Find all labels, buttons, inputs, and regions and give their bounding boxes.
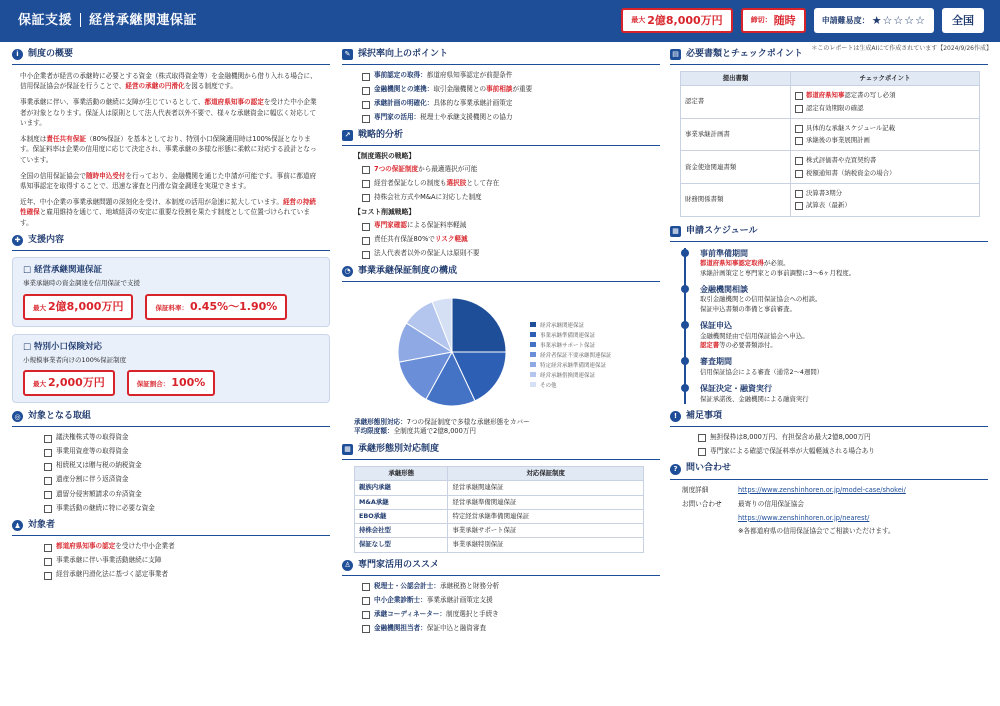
title-sub: 経営承継関連保証 — [89, 12, 198, 28]
point-label: 事前認定の取得： — [374, 71, 427, 80]
ai-note: ＊このレポートは生成AIにて作成されています【2024/9/26作成】 — [811, 45, 992, 52]
users-icon: ♟ — [12, 520, 23, 531]
chart-note — [354, 427, 660, 437]
tag-label: 最大 — [33, 380, 46, 389]
note-text: 7つの保証制度で多様な承継形態をカバー — [406, 417, 530, 426]
max-amount-tag — [23, 370, 115, 396]
note-label: 平均限度額： — [354, 427, 394, 436]
contact-note: ※各都道府県の信用保証協会でご相談いただけます。 — [738, 527, 895, 536]
support-heading — [12, 234, 330, 251]
overview-paragraph — [20, 134, 322, 165]
column-left — [12, 48, 330, 586]
step-desc: 保証承諾後、金融機関による融資実行 — [700, 394, 809, 403]
overview-paragraph — [20, 97, 322, 128]
expert-label: 金融機関担当者： — [374, 623, 427, 632]
list-item: 遺留分侵害額請求の弁済資金 — [44, 490, 330, 500]
legend-swatch — [530, 322, 536, 327]
text: 本制度は — [20, 135, 47, 144]
timeline-step — [700, 320, 988, 350]
eligible-list — [44, 542, 330, 580]
format-heading — [342, 443, 660, 460]
legend-swatch — [530, 372, 536, 377]
text: 取引金融機関との — [433, 85, 487, 94]
support-box-title: □ 経営承継関連保証 — [23, 264, 102, 275]
target-icon: ◎ — [12, 411, 23, 422]
text: から最適選択が可能 — [418, 164, 478, 173]
point-label: 金融機関との連携： — [374, 85, 434, 94]
table-cell: 親族内承継 — [355, 481, 448, 495]
max-amount-value: 2億8,000万円 — [647, 13, 723, 27]
experts-title: 専門家活用のススメ — [358, 559, 440, 570]
note-label: 承継形態別対応： — [354, 417, 407, 426]
timeline-step — [700, 356, 988, 377]
strategy-subheading: 【コスト削減戦略】 — [354, 208, 416, 217]
tag-label: 保証料率： — [155, 303, 188, 312]
nearest-link[interactable]: https://www.zenshinhoren.or.jp/nearest/ — [738, 513, 870, 522]
legend-swatch — [530, 332, 536, 337]
deadline-value: 随時 — [773, 13, 796, 27]
point-label: 承継計画の明確化： — [374, 99, 434, 108]
question-icon: ? — [670, 464, 681, 475]
contact-line — [682, 500, 988, 510]
contact-line — [738, 514, 988, 524]
step-title: 保証申込 — [700, 320, 732, 330]
step-title: 保証決定・融資実行 — [700, 383, 772, 393]
points-list — [362, 71, 660, 123]
column-header: 対応保証制度 — [448, 466, 644, 480]
table-row — [681, 86, 980, 119]
check-item: 認定有効期限の確認 — [795, 104, 975, 113]
schedule-title: 申請スケジュール — [686, 225, 758, 236]
list-item — [362, 582, 660, 592]
step-title: 審査期間 — [700, 357, 732, 367]
text: 等の必要書類添付。 — [719, 340, 777, 349]
highlight: 7つの保証制度 — [374, 164, 419, 173]
text: と雇用維持を通じて、地域経済の安定に重要な役割を果たす制度として位置づけられています。 — [20, 208, 310, 227]
contact-value: 最寄りの信用保証協会 — [738, 500, 804, 509]
expert-label: 税理士・公認会計士： — [374, 581, 440, 590]
points-heading — [342, 48, 660, 65]
legend-swatch — [530, 382, 536, 387]
overview-paragraph — [20, 171, 322, 191]
table-cell: 事業承継特別保証 — [448, 538, 644, 552]
difficulty-stars: ★☆☆☆☆ — [871, 13, 926, 27]
contact-title: 問い合わせ — [686, 463, 732, 474]
highlight: 責任共有保証 — [46, 135, 86, 144]
max-amount-tag — [23, 294, 133, 320]
list-item: 事業用資産等の取得資金 — [44, 447, 330, 457]
text: 経営者保証なしの制度も — [374, 178, 447, 187]
expert-icon: ♙ — [342, 560, 353, 571]
legend-item — [530, 351, 612, 359]
table-cell: M&A承継 — [355, 495, 448, 509]
text: が重要 — [512, 85, 533, 94]
legend-item — [530, 371, 596, 379]
list-item — [362, 165, 660, 175]
support-tags — [23, 294, 319, 320]
step-desc: 金融機関経由で信用保証協会へ申込。 — [700, 331, 809, 340]
contact-heading — [670, 462, 988, 479]
text: として存在 — [466, 178, 500, 187]
table-cell: 事業承継サポート保証 — [448, 524, 644, 538]
legend-item — [530, 341, 596, 349]
table-cell: EBO承継 — [355, 509, 448, 523]
highlight: 専門家確認 — [374, 221, 407, 230]
table-cell: 経営承継関連保証 — [448, 481, 644, 495]
list-item: 法人代表者以外の保証人は原則不要 — [362, 249, 660, 259]
highlight: 事前相談 — [486, 85, 513, 94]
deadline-label: 締切： — [750, 16, 772, 25]
table-cell: 経営承継準備関連保証 — [448, 495, 644, 509]
page-title — [0, 12, 197, 31]
composition-title: 事業承継保証制度の構成 — [358, 265, 458, 276]
targets-title: 対象となる取組 — [28, 411, 92, 422]
text: （80%保証）を基本としており、特別小口保険適用時は100%保証となります。保証料率は企業の信用度に応じて決定され、事業承継の多様な形態に柔軟に対応する設計となっています。 — [20, 135, 317, 164]
legend-label: 特定経営承継準備関連保証 — [540, 362, 607, 369]
composition-heading — [342, 265, 660, 282]
legend-label: 経営承継関連保証 — [540, 322, 585, 329]
max-amount-label: 最大 — [631, 16, 646, 25]
calendar-icon: ▦ — [670, 226, 681, 237]
text: 全国の信用保証協会で — [20, 171, 86, 180]
legend-swatch — [530, 362, 536, 367]
list-item: 持株会社方式やM&Aに対応した制度 — [362, 193, 660, 203]
targets-list — [44, 433, 330, 513]
list-item — [362, 624, 660, 634]
text: 制度選択と手続き — [446, 609, 499, 618]
contact-row — [682, 500, 988, 537]
list-item — [362, 221, 660, 231]
list-item — [44, 542, 330, 552]
supplement-list — [698, 433, 988, 457]
tag-value: 100% — [171, 376, 206, 390]
highlight: 認定書 — [700, 340, 720, 349]
check-item: 試算表（最新） — [795, 201, 975, 210]
eligible-heading — [12, 519, 330, 536]
text: 責任共有保証80%で — [374, 235, 435, 244]
legend-label: その他 — [540, 382, 557, 389]
table-cell — [791, 118, 980, 151]
column-header: 承継形態 — [355, 466, 448, 480]
tag-value: 2,000万円 — [48, 376, 105, 390]
targets-heading — [12, 410, 330, 427]
schedule-heading — [670, 225, 988, 242]
legend-label: 事業承継サポート保証 — [540, 342, 596, 349]
details-link[interactable]: https://www.zenshinhoren.or.jp/model-case/shokei/ — [738, 485, 906, 494]
legend-item — [530, 361, 607, 369]
schedule-timeline — [684, 248, 988, 404]
list-item: 議決権株式等の取得資金 — [44, 433, 330, 443]
docs-title: 必要書類とチェックポイント — [686, 49, 803, 59]
clipboard-icon: ✎ — [342, 49, 353, 60]
pie-slice — [452, 298, 506, 352]
overview-paragraph — [20, 71, 322, 91]
list-item: 経営承継円滑化法に基づく認定事業者 — [44, 570, 330, 580]
text: を受けた中小企業者 — [115, 542, 175, 551]
document-icon: ▤ — [670, 49, 681, 60]
tag-value: 0.45%〜1.90% — [189, 299, 278, 313]
step-desc: 承継計画策定と専門家との事前調整に3〜6ヶ月程度。 — [700, 268, 856, 277]
legend-swatch — [530, 342, 536, 347]
expert-label: 中小企業診断士： — [374, 595, 427, 604]
step-desc: 取引金融機関との信用保証協会への相談。 — [700, 295, 822, 304]
overview-title: 制度の概要 — [28, 49, 74, 59]
guarantee-ratio-tag — [127, 370, 215, 396]
list-item — [362, 113, 660, 123]
tag-label: 保証割合： — [136, 380, 170, 389]
timeline-step — [700, 284, 988, 314]
table-row — [355, 524, 644, 538]
table-row — [681, 118, 980, 151]
page-header — [0, 0, 1000, 42]
table-row — [355, 509, 644, 523]
table-cell: 事業承継計画書 — [681, 118, 791, 151]
list-item — [362, 71, 660, 81]
timeline-step — [700, 248, 988, 278]
fee-rate-tag — [145, 294, 287, 320]
list-item — [362, 99, 660, 109]
table-row — [355, 481, 644, 495]
table-header-row — [681, 72, 980, 86]
table-header-row — [355, 466, 644, 480]
highlight: 都道府県知事 — [806, 91, 845, 100]
highlight: 都道府県知事の認定 — [56, 542, 116, 551]
table-cell: 財務関係書類 — [681, 184, 791, 217]
chart-note — [354, 418, 660, 428]
table-cell — [791, 184, 980, 217]
header-badges — [621, 8, 984, 33]
step-title: 事前準備期間 — [700, 248, 748, 258]
docs-table — [680, 71, 980, 217]
step-title: 金融機関相談 — [700, 284, 748, 294]
check-item — [795, 91, 975, 100]
text: 具体的な事業承継計画策定 — [433, 99, 513, 108]
experts-heading — [342, 559, 660, 576]
text: を図る制度です。 — [184, 82, 237, 91]
support-box-desc: 小規模事業者向けの100%保証制度 — [23, 355, 127, 364]
check-item: 税額通知書（納税資金の場合） — [795, 169, 975, 178]
legend-label: 経営承継借換関連保証 — [540, 372, 596, 379]
step-desc: 保証申込書類の準備と事前審査。 — [700, 304, 796, 313]
overview-paragraph — [20, 197, 322, 228]
list-item — [362, 596, 660, 606]
text: 近年、中小企業の事業承継問題の深刻化を受け、本制度の活用が急速に拡大しています。 — [20, 198, 283, 207]
strategy-heading — [342, 129, 660, 146]
text: 都道府県知事認定が前提条件 — [426, 71, 513, 80]
strategy-title: 戦略的分析 — [358, 129, 404, 140]
pie-chart — [342, 288, 660, 418]
text: を行っており、金融機関を通じた申請が可能です。事前に都道府県知事認定を取得することで、迅速な審査と円滑な資金調達を実現できます。 — [20, 171, 317, 191]
format-title: 承継形態別対応制度 — [358, 443, 440, 454]
support-title: 支援内容 — [28, 234, 65, 245]
text: 認定書の写し必須 — [844, 91, 896, 100]
table-cell: 特定経営承継準備関連保証 — [448, 509, 644, 523]
cost-list — [362, 221, 660, 259]
list-item: 事業承継に伴い事業活動継続に支障 — [44, 556, 330, 566]
table-cell: 保証なし型 — [355, 538, 448, 552]
eligible-title: 対象者 — [28, 520, 56, 531]
tag-label: 最大 — [33, 303, 46, 312]
overview-heading — [12, 48, 330, 65]
experts-list — [362, 582, 660, 634]
highlight: 経営の承継の円滑化 — [125, 82, 185, 91]
support-box-title: □ 特別小口保険対応 — [23, 341, 102, 352]
table-row — [355, 495, 644, 509]
contact-label: お問い合わせ — [682, 500, 722, 509]
pie-chart-icon: ◔ — [342, 266, 353, 277]
support-box-main — [12, 257, 330, 327]
table-row — [355, 538, 644, 552]
title-divider — [80, 13, 81, 27]
table-row — [681, 151, 980, 184]
tag-value: 2億8,000万円 — [48, 299, 124, 313]
format-table — [354, 466, 644, 553]
legend-swatch — [530, 352, 536, 357]
highlight: リスク軽減 — [434, 235, 468, 244]
chart-line-icon: ↗ — [342, 130, 353, 141]
contact-block — [682, 486, 988, 537]
highlight: 都道府県知事の認定 — [204, 98, 264, 107]
max-amount-badge — [621, 8, 732, 33]
table-icon: ▦ — [342, 444, 353, 455]
deadline-badge — [741, 8, 806, 33]
contact-row — [682, 486, 988, 496]
list-item: 遺産分割に伴う返済資金 — [44, 475, 330, 485]
column-right — [670, 48, 988, 542]
check-item: 承継後の事業展開計画 — [795, 136, 975, 145]
step-desc — [700, 259, 988, 268]
list-item — [362, 610, 660, 620]
difficulty-badge — [814, 8, 934, 33]
list-item — [362, 85, 660, 95]
difficulty-label: 申請難易度： — [821, 15, 870, 25]
step-desc: 信用保証協会による審査（通常2〜4週間） — [700, 367, 824, 376]
text: による保証料率軽減 — [406, 221, 467, 230]
strategy-subheading: 【制度選択の戦略】 — [354, 151, 416, 160]
check-item: 株式評価書や売買契約書 — [795, 156, 975, 165]
table-cell: 認定書 — [681, 86, 791, 119]
step-desc — [700, 341, 988, 350]
warning-icon: ! — [670, 411, 681, 422]
legend-label: 経営者保証不要承継関連保証 — [540, 352, 612, 359]
table-cell: 持株会社型 — [355, 524, 448, 538]
list-item: 相続税又は贈与税の納税資金 — [44, 461, 330, 471]
contact-label: 制度詳細 — [682, 485, 709, 494]
text: 保証申込と融資審査 — [426, 623, 487, 632]
title-main: 保証支援 — [18, 12, 73, 28]
text: 事業承継計画策定支援 — [426, 595, 493, 604]
table-cell — [791, 86, 980, 119]
note-text: 全制度共通で2億8,000万円 — [393, 427, 476, 436]
check-item: 決算書3期分 — [795, 189, 975, 198]
point-label: 専門家の活用： — [374, 113, 421, 122]
list-item — [362, 235, 660, 245]
support-box-small — [12, 334, 330, 404]
text: 承継税務と財務分析 — [439, 581, 500, 590]
highlight: 経営の持続性確保 — [20, 198, 316, 217]
column-header: 提出書類 — [681, 72, 791, 86]
check-item: 具体的な承継スケジュール記載 — [795, 124, 975, 133]
legend-label: 事業承継準備関連保証 — [540, 332, 596, 339]
pie-chart-container — [342, 288, 660, 418]
list-item: 専門家による確認で保証料率が大幅軽減される場合あり — [698, 447, 988, 457]
points-title: 採択率向上のポイント — [358, 49, 449, 59]
text: を受けた中小企業者が対象となります。保証人は原則として法人代表者以外不要で、様々な承継資金に幅広く対応しています。 — [20, 98, 317, 127]
table-cell: 資金使途関連書類 — [681, 151, 791, 184]
text: が必須。 — [763, 259, 790, 268]
list-item: 無担保枠は8,000万円、有担保含め最大2億8,000万円 — [698, 433, 988, 443]
strategy-list — [362, 165, 660, 203]
table-cell — [791, 151, 980, 184]
column-header: チェックポイント — [791, 72, 980, 86]
table-row — [681, 184, 980, 217]
legend-item — [530, 321, 585, 329]
expert-label: 承継コーディネーター： — [374, 609, 447, 618]
support-tags — [23, 370, 319, 396]
column-middle — [342, 48, 660, 639]
highlight: 都道府県知事認定取得 — [700, 259, 764, 268]
list-item — [362, 179, 660, 189]
text: 中小企業者が経営の承継時に必要とする資金（株式取得資金等）を金融機関から借り入れる場合に、信用保証協会が保証を行うことで、 — [20, 72, 317, 91]
text: 税理士や承継支援機関との協力 — [420, 113, 513, 122]
legend-item — [530, 381, 557, 389]
list-item: 事業活動の継続に特に必要な資金 — [44, 504, 330, 514]
support-box-desc: 事業承継時の資金調達を信用保証で支援 — [23, 279, 140, 288]
handshake-icon: ✚ — [12, 235, 23, 246]
region-badge: 全国 — [942, 8, 984, 33]
info-icon: i — [12, 49, 23, 60]
supplement-heading — [670, 410, 988, 427]
legend-item — [530, 331, 596, 339]
text: 事業承継に伴い、事業活動の継続に支障が生じているとして、 — [20, 98, 205, 107]
supplement-title: 補足事項 — [686, 410, 723, 421]
docs-heading — [670, 48, 988, 65]
highlight: 選択肢 — [446, 178, 467, 187]
highlight: 随時申込受付 — [85, 171, 126, 180]
timeline-step — [700, 383, 988, 404]
